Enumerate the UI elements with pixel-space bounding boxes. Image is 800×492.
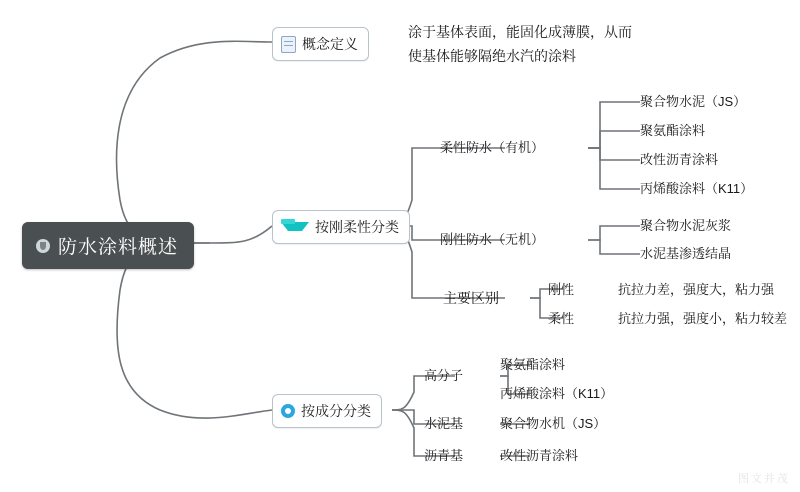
item-rigid-0: 聚合物水泥灰浆 [640, 218, 732, 233]
item-polymer-1: 丙烯酸涂料（K11） [500, 386, 614, 401]
gem-icon [281, 222, 309, 238]
item-rigid-1: 水泥基渗透结晶 [640, 246, 732, 261]
branch-composition-label: 按成分分类 [301, 403, 371, 419]
item-flexible-0: 聚合物水泥（JS） [640, 94, 747, 109]
group-polymer-label: 高分子 [424, 368, 464, 383]
branch-rigidity[interactable] [272, 210, 410, 244]
group-flexible-label: 柔性防水（有机） [440, 140, 545, 155]
item-polymer-0: 聚氨酯涂料 [500, 357, 566, 372]
note-icon [281, 36, 296, 53]
branch-composition[interactable] [272, 394, 382, 428]
item-flexible-3: 丙烯酸涂料（K11） [640, 181, 754, 196]
branch-concept[interactable] [272, 27, 369, 61]
group-cement-label: 水泥基 [424, 416, 464, 431]
root-node[interactable] [22, 222, 194, 269]
difference-row-0-desc: 抗拉力差，强度大，粘力强 [618, 282, 775, 297]
group-rigid-label: 刚性防水（无机） [440, 232, 545, 247]
branch-concept-label: 概念定义 [302, 36, 358, 52]
difference-row-1-name: 柔性 [548, 311, 575, 326]
difference-row-1-desc: 抗拉力强，强度小，粘力较差 [618, 311, 788, 326]
group-difference-label: 主要区别 [443, 290, 499, 306]
branch-rigidity-label: 按刚柔性分类 [315, 219, 399, 235]
difference-row-0-name: 刚性 [548, 282, 575, 297]
item-flexible-2: 改性沥青涂料 [640, 152, 719, 167]
item-cement-0: 聚合物水机（JS） [500, 416, 607, 431]
droplet-icon [36, 239, 50, 253]
item-asphalt-0: 改性沥青涂料 [500, 448, 579, 463]
item-flexible-1: 聚氨酯涂料 [640, 123, 706, 138]
target-icon [281, 404, 295, 418]
group-asphalt-label: 沥青基 [424, 448, 464, 463]
concept-detail-text: 涂于基体表面，能固化成薄膜，从而使基体能够隔绝水汽的涂料 [408, 24, 632, 64]
watermark-text: 图文并茂 [738, 473, 790, 485]
root-label: 防水涂料概述 [58, 237, 179, 258]
